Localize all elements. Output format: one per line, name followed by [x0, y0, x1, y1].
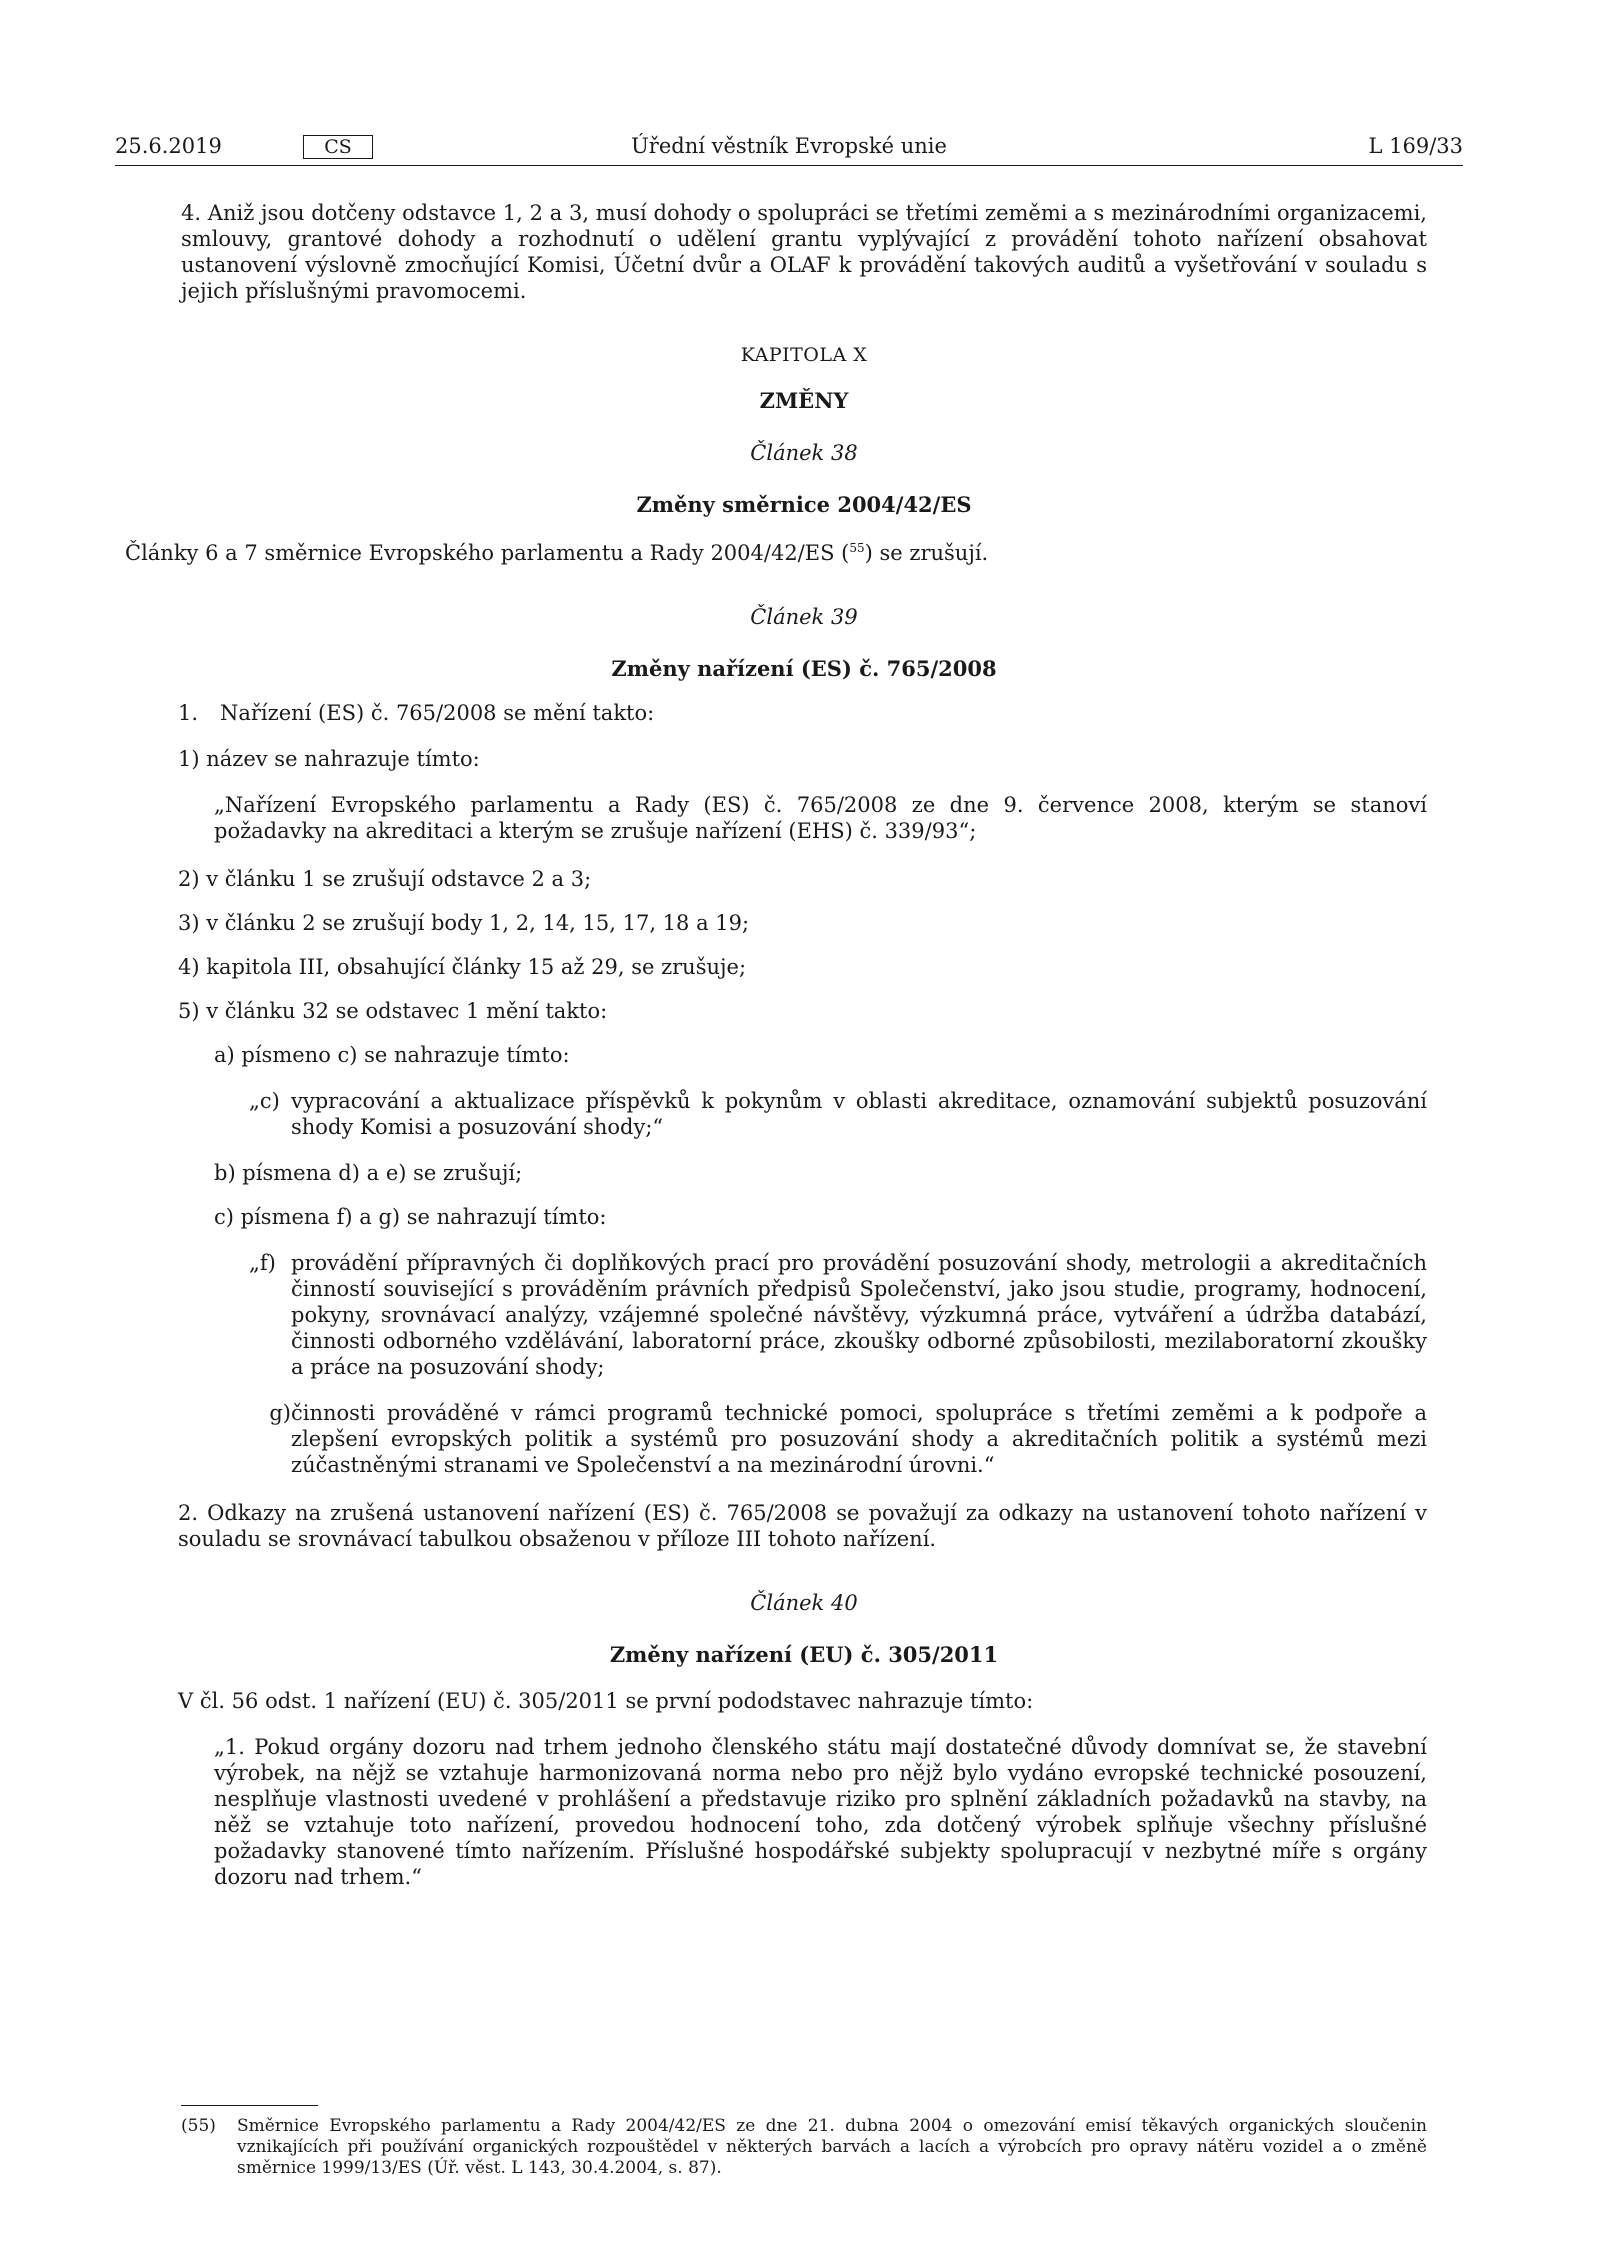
quoted-point-g: g) činnosti prováděné v rámci programů technické pomoci, spolupráce s třetími zeměmi a k podpoře a zlepšení evropských politik a systémů pro posuzování shody a akreditačních politik a systémů mezi zúčastněnými stranami ve Společenství a na mezinárodní úrovni.“	[269, 1401, 1427, 1477]
footnote-label: (55)	[181, 2116, 216, 2136]
item-1: 1) název se nahrazuje tímto:	[178, 747, 480, 771]
footnote-55	[181, 2116, 1427, 2179]
item-5-b: b) písmena d) a e) se zrušují;	[214, 1161, 523, 1185]
quoted-point-c: „c) vypracování a aktualizace příspěvků k pokynům v oblasti akreditace, oznamování subjektů posuzování shody Komisi a posuzování shody;“	[249, 1089, 1427, 1139]
document-body	[125, 200, 1427, 1890]
item-5-c: c) písmena f) a g) se nahrazují tímto:	[214, 1205, 607, 1229]
item-2: 2) v článku 1 se zrušují odstavce 2 a 3;	[178, 867, 592, 891]
page-number: L 169/33	[1368, 134, 1463, 158]
article-38-label: Článek 38	[750, 441, 858, 465]
footnote-text: Směrnice Evropského parlamentu a Rady 2004/42/ES ze dne 21. dubna 2004 o omezování emisí těkavých organických sloučenin vznikajících při používání organických rozpouštědel v některých barvách a lacích a výrobcích pro opravy nátěru vozidel a o změně směrnice 1999/13/ES (Úř. věst. L 143, 30.4.2004, s. 87).	[237, 2116, 1427, 2178]
article-39-label: Článek 39	[750, 605, 858, 629]
article-40-title: Změny nařízení (EU) č. 305/2011	[609, 1642, 999, 1667]
article-40-label: Článek 40	[750, 1591, 858, 1615]
article-39-paragraph-2: 2. Odkazy na zrušená ustanovení nařízení (ES) č. 765/2008 se považují za odkazy na ustanovení tohoto nařízení v souladu se srovnávací tabulkou obsaženou v příloze III tohoto nařízení.	[178, 1501, 1427, 1551]
publication-date: 25.6.2019	[115, 134, 222, 158]
article-39-paragraph-1: 1. Nařízení (ES) č. 765/2008 se mění takto:	[178, 701, 655, 725]
paragraph-4: 4. Aniž jsou dotčeny odstavce 1, 2 a 3, musí dohody o spolupráci se třetími zeměmi a s mezinárodními organizacemi, smlouvy, grantové dohody a rozhodnutí o udělení grantu vyplývající z provádění tohoto nařízení obsahovat ustanovení výslovně zmocňující Komisi, Účetní dvůr a OLAF k provádění takových auditů a vyšetřování v souladu s jejich příslušnými pravomocemi.	[181, 201, 1427, 303]
item-5-a: a) písmeno c) se nahrazuje tímto:	[214, 1043, 570, 1067]
chapter-label: KAPITOLA X	[740, 344, 868, 366]
language-badge: CS	[303, 135, 373, 159]
journal-title: Úřední věstník Evropské unie	[631, 134, 947, 158]
chapter-title: ZMĚNY	[759, 388, 849, 413]
item-5: 5) v článku 32 se odstavec 1 mění takto:	[178, 999, 608, 1023]
article-39-title: Změny nařízení (ES) č. 765/2008	[611, 656, 997, 681]
item-3: 3) v článku 2 se zrušují body 1, 2, 14, 15, 17, 18 a 19;	[178, 911, 750, 935]
footnote-ref[interactable]: 55	[849, 541, 865, 555]
item-4: 4) kapitola III, obsahující články 15 až 29, se zrušuje;	[178, 955, 747, 979]
page-header	[115, 133, 1463, 166]
article-38-text: Články 6 a 7 směrnice Evropského parlamentu a Rady 2004/42/ES ($^{55}$) se zrušují.	[125, 541, 989, 565]
quoted-title: „Nařízení Evropského parlamentu a Rady (ES) č. 765/2008 ze dne 9. července 2008, kterým se stanoví požadavky na akreditaci a kterým se zrušuje nařízení (EHS) č. 339/93“;	[214, 793, 1427, 843]
article-40-quote: „1. Pokud orgány dozoru nad trhem jednoho členského státu mají dostatečné důvody domnívat se, že stavební výrobek, na nějž se vztahuje harmonizovaná norma nebo pro nějž bylo vydáno evropské technické posouzení, nesplňuje vlastnosti uvedené v prohlášení a představuje riziko pro splnění základních požadavků na stavby, na něž se vztahuje toto nařízení, provedou hodnocení toho, zda dotčený výrobek splňuje všechny příslušné požadavky stanovené tímto nařízením. Příslušné hospodářské subjekty spolupracují v nezbytné míře s orgány dozoru nad trhem.“	[214, 1735, 1427, 1889]
quoted-point-f: „f) provádění přípravných či doplňkových prací pro provádění posuzování shody, metrologii a akreditačních činností související s prováděním právních předpisů Společenství, jako jsou studie, programy, hodnocení, pokyny, srovnávací analýzy, vzájemné společné návštěvy, výzkumná práce, vytváření a údržba databází, činnosti odborného vzdělávání, laboratorní práce, zkoušky odborné způsobilosti, mezilaboratorní zkoušky a práce na posuzování shody;	[249, 1251, 1427, 1379]
footnote-separator	[181, 2105, 318, 2106]
article-38-title: Změny směrnice 2004/42/ES	[636, 492, 972, 517]
article-40-intro: V čl. 56 odst. 1 nařízení (EU) č. 305/2011 se první pododstavec nahrazuje tímto:	[178, 1689, 1034, 1713]
